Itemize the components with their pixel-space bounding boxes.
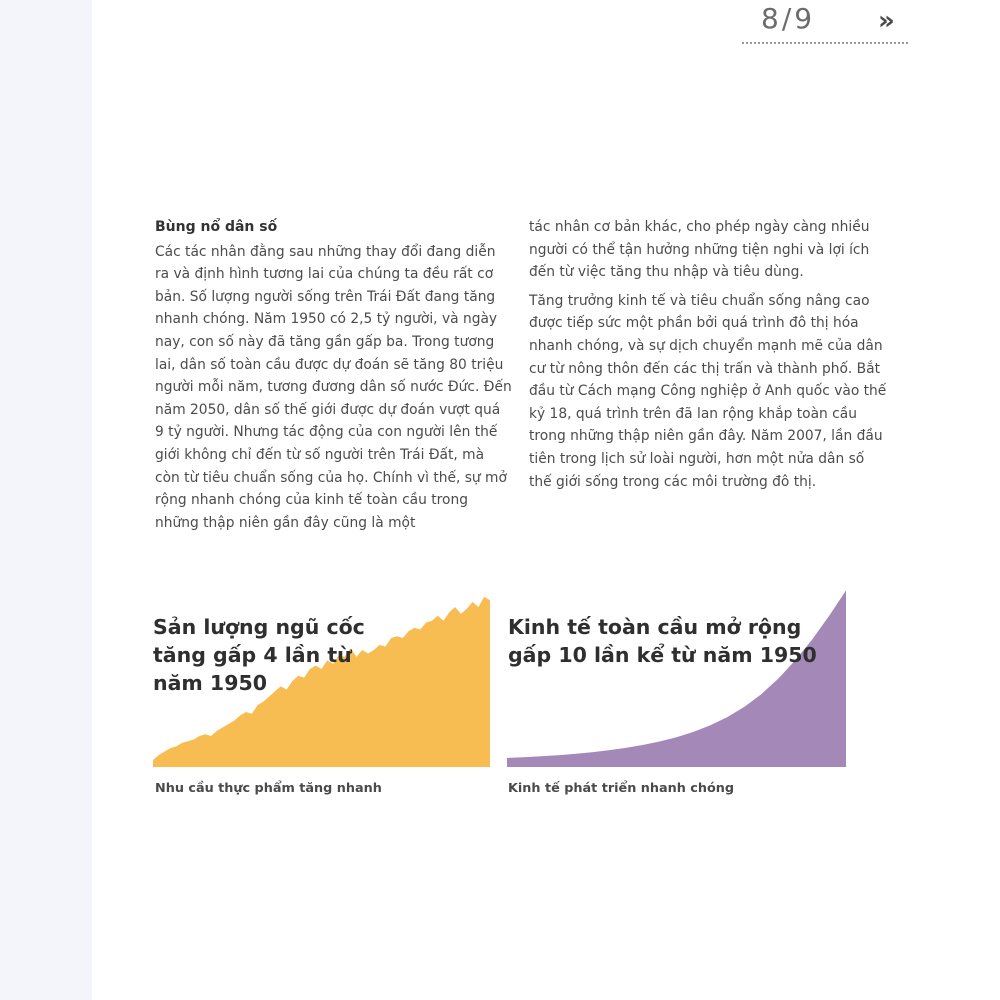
- grain-chart-caption: Nhu cầu thực phẩm tăng nhanh: [155, 781, 382, 796]
- body-paragraph: Các tác nhân đằng sau những thay đổi đang diễn ra và định hình tương lai của chúng ta đều rất cơ bản. Số lượng người sống trên Trái Đất đang tăng nhanh chóng. Năm 1950 có 2,5 tỷ người, và ngày nay, con số này đã tăng gần gấp ba. Trong tương lai, dân số toàn cầu được dự đoán sẽ tăng 80 triệu người mỗi năm, tương đương dân số nước Đức. Đến năm 2050, dân số thế giới được dự đoán vượt quá 9 tỷ người. Nhưng tác động của con người lên thế giới không chỉ đến từ số người trên Trái Đất, mà còn từ tiêu chuẩn sống của họ. Chính vì thế, sự mở rộng nhanh chóng của kinh tế toàn cầu trong những thập niên gần đây cũng là một: [155, 243, 512, 531]
- body-paragraph-continued: tác nhân cơ bản khác, cho phép ngày càng nhiều người có thể tận hưởng những tiện nghi và lợi ích đến từ việc tăng thu nhập và tiêu dùng.: [529, 219, 870, 281]
- grain-chart-title: [153, 613, 365, 697]
- text-column-left: [155, 216, 513, 540]
- body-paragraph-urbanization: Tăng trưởng kinh tế và tiêu chuẩn sống nâng cao được tiếp sức một phần bởi quá trình đô thị hóa nhanh chóng, và sự dịch chuyển mạnh mẽ của dân cư từ nông thôn đến các thị trấn và thành phố. Bắt đầu từ Cách mạng Công nghiệp ở Anh quốc vào thế kỷ 18, quá trình trên đã lan rộng khắp toàn cầu trong những thập niên gần đây. Năm 2007, lần đầu tiên trong lịch sử loài người, hơn một nửa dân số thế giới sống trong các môi trường đô thị.: [529, 292, 887, 490]
- page-number: 8/9: [761, 2, 816, 35]
- chapter-mark-icon: »: [878, 6, 889, 36]
- grain-chart-title-line-1: Sản lượng ngũ cốc: [153, 615, 365, 639]
- economy-chart-caption: Kinh tế phát triển nhanh chóng: [508, 781, 735, 796]
- economy-chart-title-line-2: gấp 10 lần kể từ năm 1950: [508, 643, 817, 667]
- economy-chart-title-line-1: Kinh tế toàn cầu mở rộng: [508, 615, 802, 639]
- header-dotted-rule: [742, 42, 908, 44]
- section-heading: Bùng nổ dân số: [155, 219, 278, 235]
- grain-chart-title-line-2: tăng gấp 4 lần từ: [153, 643, 352, 667]
- left-page-margin: [0, 0, 92, 1000]
- economy-chart-title: [508, 613, 817, 669]
- text-column-right: [529, 216, 887, 499]
- grain-chart-title-line-3: năm 1950: [153, 671, 267, 695]
